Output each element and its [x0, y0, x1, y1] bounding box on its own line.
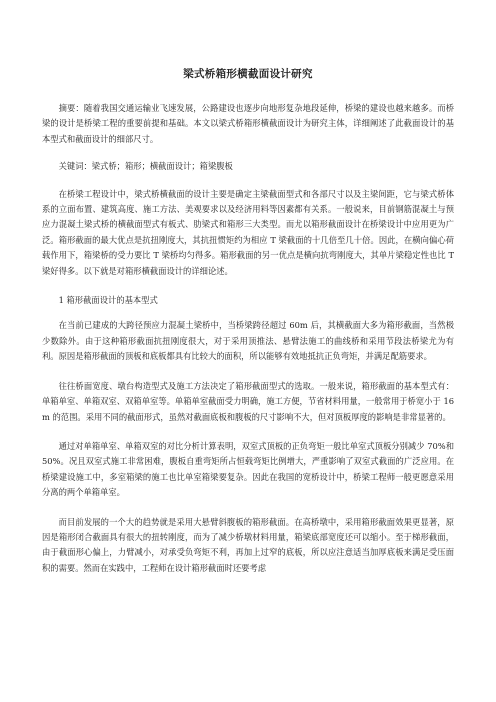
body-paragraph: 在当前已建成的大跨径预应力混凝土梁桥中，当桥梁跨径超过 60m 后，其横截面大多为箱形截面，当然极少数除外。由于这种箱形截面抗扭刚度很大，对于采用顶推法、悬臂法施工的曲线桥和采用节段法桥梁尤为有利。原因是箱形截面的顶板和底板都具有比较大的面积，所以能够有效地抵抗正负弯矩，并满足配筋要求。	[42, 320, 454, 362]
body-paragraph: 往往桥面宽度、墩台构造型式及施工方法决定了箱形截面型式的选取。一般来说，箱形截面的基本型式有：单箱单室、单箱双室、双箱单室等。单箱单室截面受力明确，施工方便，节省材料用量，一般常用于桥宽小于 16m 的范围。采用不同的截面形式，虽然对截面底板和腹板的尺寸影响不大，但对顶板厚度的影响是非常显著的。	[42, 380, 454, 422]
body-paragraph: 而目前发展的一个大的趋势就是采用大悬臂斜腹板的箱形截面。在高桥墩中，采用箱形截面效果更显著，原因是箱形闭合截面具有很大的扭转刚度，而为了减少桥墩材料用量，箱梁底部宽度还可以缩小。至于梯形截面，由于截面形心偏上，力臂减小，对承受负弯矩不利，再加上过窄的底板，所以应注意适当加厚底板来满足受压面积的需要。然而在实践中，工程师在设计箱形截面时还要考虑	[42, 516, 454, 573]
body-paragraph: 通过对单箱单室、单箱双室的对比分析计算表明，双室式顶板的正负弯矩一般比单室式顶板分别减少 70%和 50%。况且双室式施工非常困难，腹板自重弯矩所占恒载弯矩比例增大，严重影响了双室式截面的广泛应用。在桥梁建设施工中，多室箱梁的施工也比单室箱梁要复杂。因此在我国的宽桥设计中，桥梁工程师一般更愿意采用分离的两个单箱单室。	[42, 440, 454, 498]
keywords: 关键词：梁式桥；箱形；横截面设计；箱梁腹板	[58, 161, 233, 172]
intro-paragraph: 在桥梁工程设计中，梁式桥横截面的设计主要是确定主梁截面型式和各部尺寸以及主梁间距，它与梁式桥体系的立面布置、建筑高度、施工方法、美观要求以及经济用料等因素都有关系。一般说来，目前钢筋混凝土与预应力混凝土梁式桥的横截面型式有板式、肋梁式和箱形三大类型。而尤以箱形截面设计在桥梁设计中应用更为广泛。箱形截面的最大优点是抗扭刚度大，其抗扭惯矩约为相应 T 梁截面的十几倍至几十倍。因此，在横向偏心荷载作用下，箱梁桥的受力要比 T 梁桥均匀得多。箱形截面的另一优点是横向抗弯刚度大，其单片梁稳定性也比 T 梁好得多。以下就是对箱形横截面设计的详细论述。	[42, 188, 454, 276]
document-title: 梁式桥箱形横截面设计研究	[183, 68, 313, 80]
section-heading: 1 箱形截面设计的基本型式	[58, 295, 158, 306]
abstract: 摘要：随着我国交通运输业飞速发展，公路建设也逐步向地形复杂地段延伸，桥梁的建设也越来越多。而桥梁的设计是桥梁工程的重要前提和基础。本文以梁式桥箱形横截面设计为研究主体，详细阐述了此截面设计的基本型式和截面设计的细部尺寸。	[42, 103, 454, 144]
